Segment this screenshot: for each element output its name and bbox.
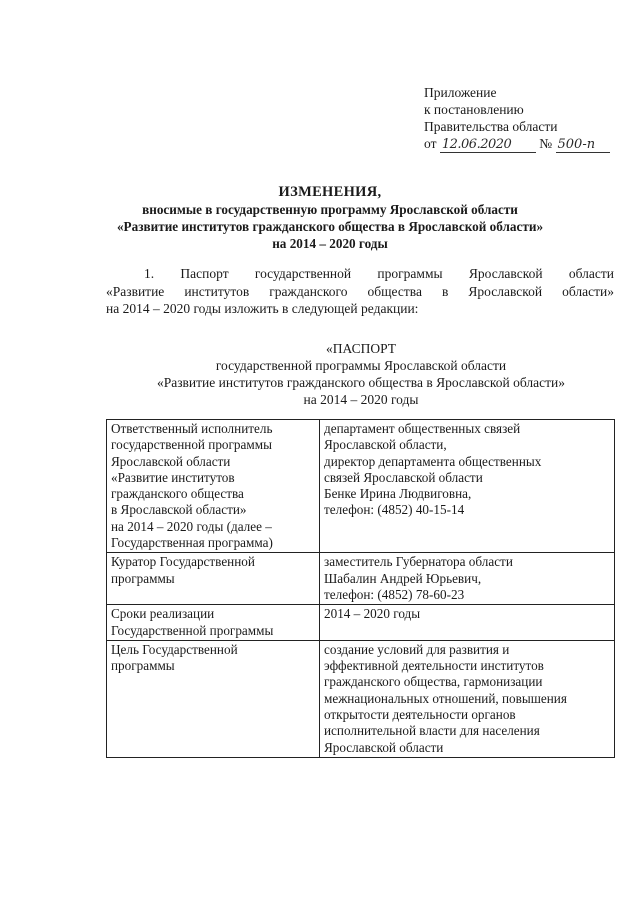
cell-line: Ответственный исполнитель bbox=[111, 421, 273, 436]
table-row bbox=[107, 420, 615, 553]
cell-line: исполнительной власти для населения bbox=[324, 723, 540, 739]
paragraph-line: на 2014 – 2020 годы изложить в следующей редакции: bbox=[106, 301, 419, 316]
table-row bbox=[107, 605, 615, 641]
cell-line: департамент общественных связей bbox=[324, 421, 521, 436]
cell-line: гражданского общества, гармонизации bbox=[324, 674, 543, 690]
number-sign: № bbox=[539, 136, 553, 151]
row-label-cell bbox=[107, 640, 320, 757]
cell-line: 2014 – 2020 годы bbox=[324, 606, 421, 622]
cell-line: телефон: (4852) 78-60-23 bbox=[324, 586, 465, 602]
appendix-block bbox=[424, 84, 639, 153]
row-value-cell bbox=[320, 605, 615, 641]
row-label-cell bbox=[107, 605, 320, 641]
appendix-line: Приложение bbox=[424, 85, 497, 100]
cell-line: эффективной деятельности институтов bbox=[324, 658, 544, 674]
row-value-cell bbox=[320, 640, 615, 757]
cell-line: Государственной программы bbox=[111, 622, 274, 638]
cell-line: межнациональных отношений, повышения bbox=[324, 690, 567, 706]
title-heading: ИЗМЕНЕНИЯ, bbox=[278, 184, 382, 200]
passport-header bbox=[96, 340, 626, 408]
title-line: «Развитие институтов гражданского общества в Ярославской области» bbox=[116, 219, 544, 234]
cell-line: Ярославской области bbox=[111, 453, 231, 469]
row-label-cell bbox=[107, 420, 320, 553]
cell-line: «Развитие институтов bbox=[111, 469, 235, 485]
row-label-cell bbox=[107, 553, 320, 605]
title-line: вносимые в государственную программу Ярославской области bbox=[142, 202, 518, 217]
cell-line: Шабалин Андрей Юрьевич, bbox=[324, 570, 482, 586]
cell-line: гражданского общества bbox=[111, 486, 244, 502]
cell-line: Государственная программа) bbox=[111, 535, 273, 551]
cell-line: телефон: (4852) 40-15-14 bbox=[324, 502, 465, 518]
table-row bbox=[107, 553, 615, 605]
handwritten-number: 500-п bbox=[556, 137, 610, 153]
table-row bbox=[107, 640, 615, 757]
cell-line: государственной программы bbox=[111, 437, 272, 453]
appendix-date-row bbox=[424, 135, 639, 153]
cell-line: открытости деятельности органов bbox=[324, 707, 516, 723]
cell-line: в Ярославской области» bbox=[111, 502, 247, 518]
cell-line: Сроки реализации bbox=[111, 606, 215, 622]
cell-line: Куратор Государственной bbox=[111, 554, 255, 570]
appendix-prefix: от bbox=[424, 136, 437, 151]
passport-line: «Развитие институтов гражданского общества в Ярославской области» bbox=[156, 375, 566, 390]
handwritten-date: 12.06.2020 bbox=[440, 137, 536, 153]
document-title bbox=[80, 184, 580, 252]
appendix-line: к постановлению bbox=[424, 102, 524, 117]
cell-line: Цель Государственной bbox=[111, 641, 238, 657]
passport-heading: «ПАСПОРТ bbox=[326, 341, 396, 356]
paragraph-1 bbox=[106, 265, 614, 318]
cell-line: программы bbox=[111, 658, 175, 674]
paragraph-line: «Развитие институтов гражданского общества в Ярославской области» bbox=[106, 283, 614, 299]
cell-line: заместитель Губернатора области bbox=[324, 554, 513, 570]
paragraph-line: 1. Паспорт государственной программы Ярославской области bbox=[144, 266, 614, 281]
cell-line: Ярославской области, bbox=[324, 437, 447, 453]
cell-line: на 2014 – 2020 годы (далее – bbox=[111, 518, 272, 534]
cell-line: Бенке Ирина Людвиговна, bbox=[324, 486, 472, 502]
row-value-cell bbox=[320, 553, 615, 605]
row-value-cell bbox=[320, 420, 615, 553]
cell-line: директор департамента общественных bbox=[324, 453, 542, 469]
passport-line: государственной программы Ярославской области bbox=[215, 358, 507, 373]
cell-line: Ярославской области bbox=[324, 739, 444, 755]
appendix-line: Правительства области bbox=[424, 119, 558, 134]
cell-line: создание условий для развития и bbox=[324, 641, 510, 657]
title-line: на 2014 – 2020 годы bbox=[272, 236, 388, 251]
cell-line: программы bbox=[111, 570, 175, 586]
passport-line: на 2014 – 2020 годы bbox=[303, 392, 419, 407]
passport-table bbox=[106, 419, 615, 758]
cell-line: связей Ярославской области bbox=[324, 469, 483, 485]
